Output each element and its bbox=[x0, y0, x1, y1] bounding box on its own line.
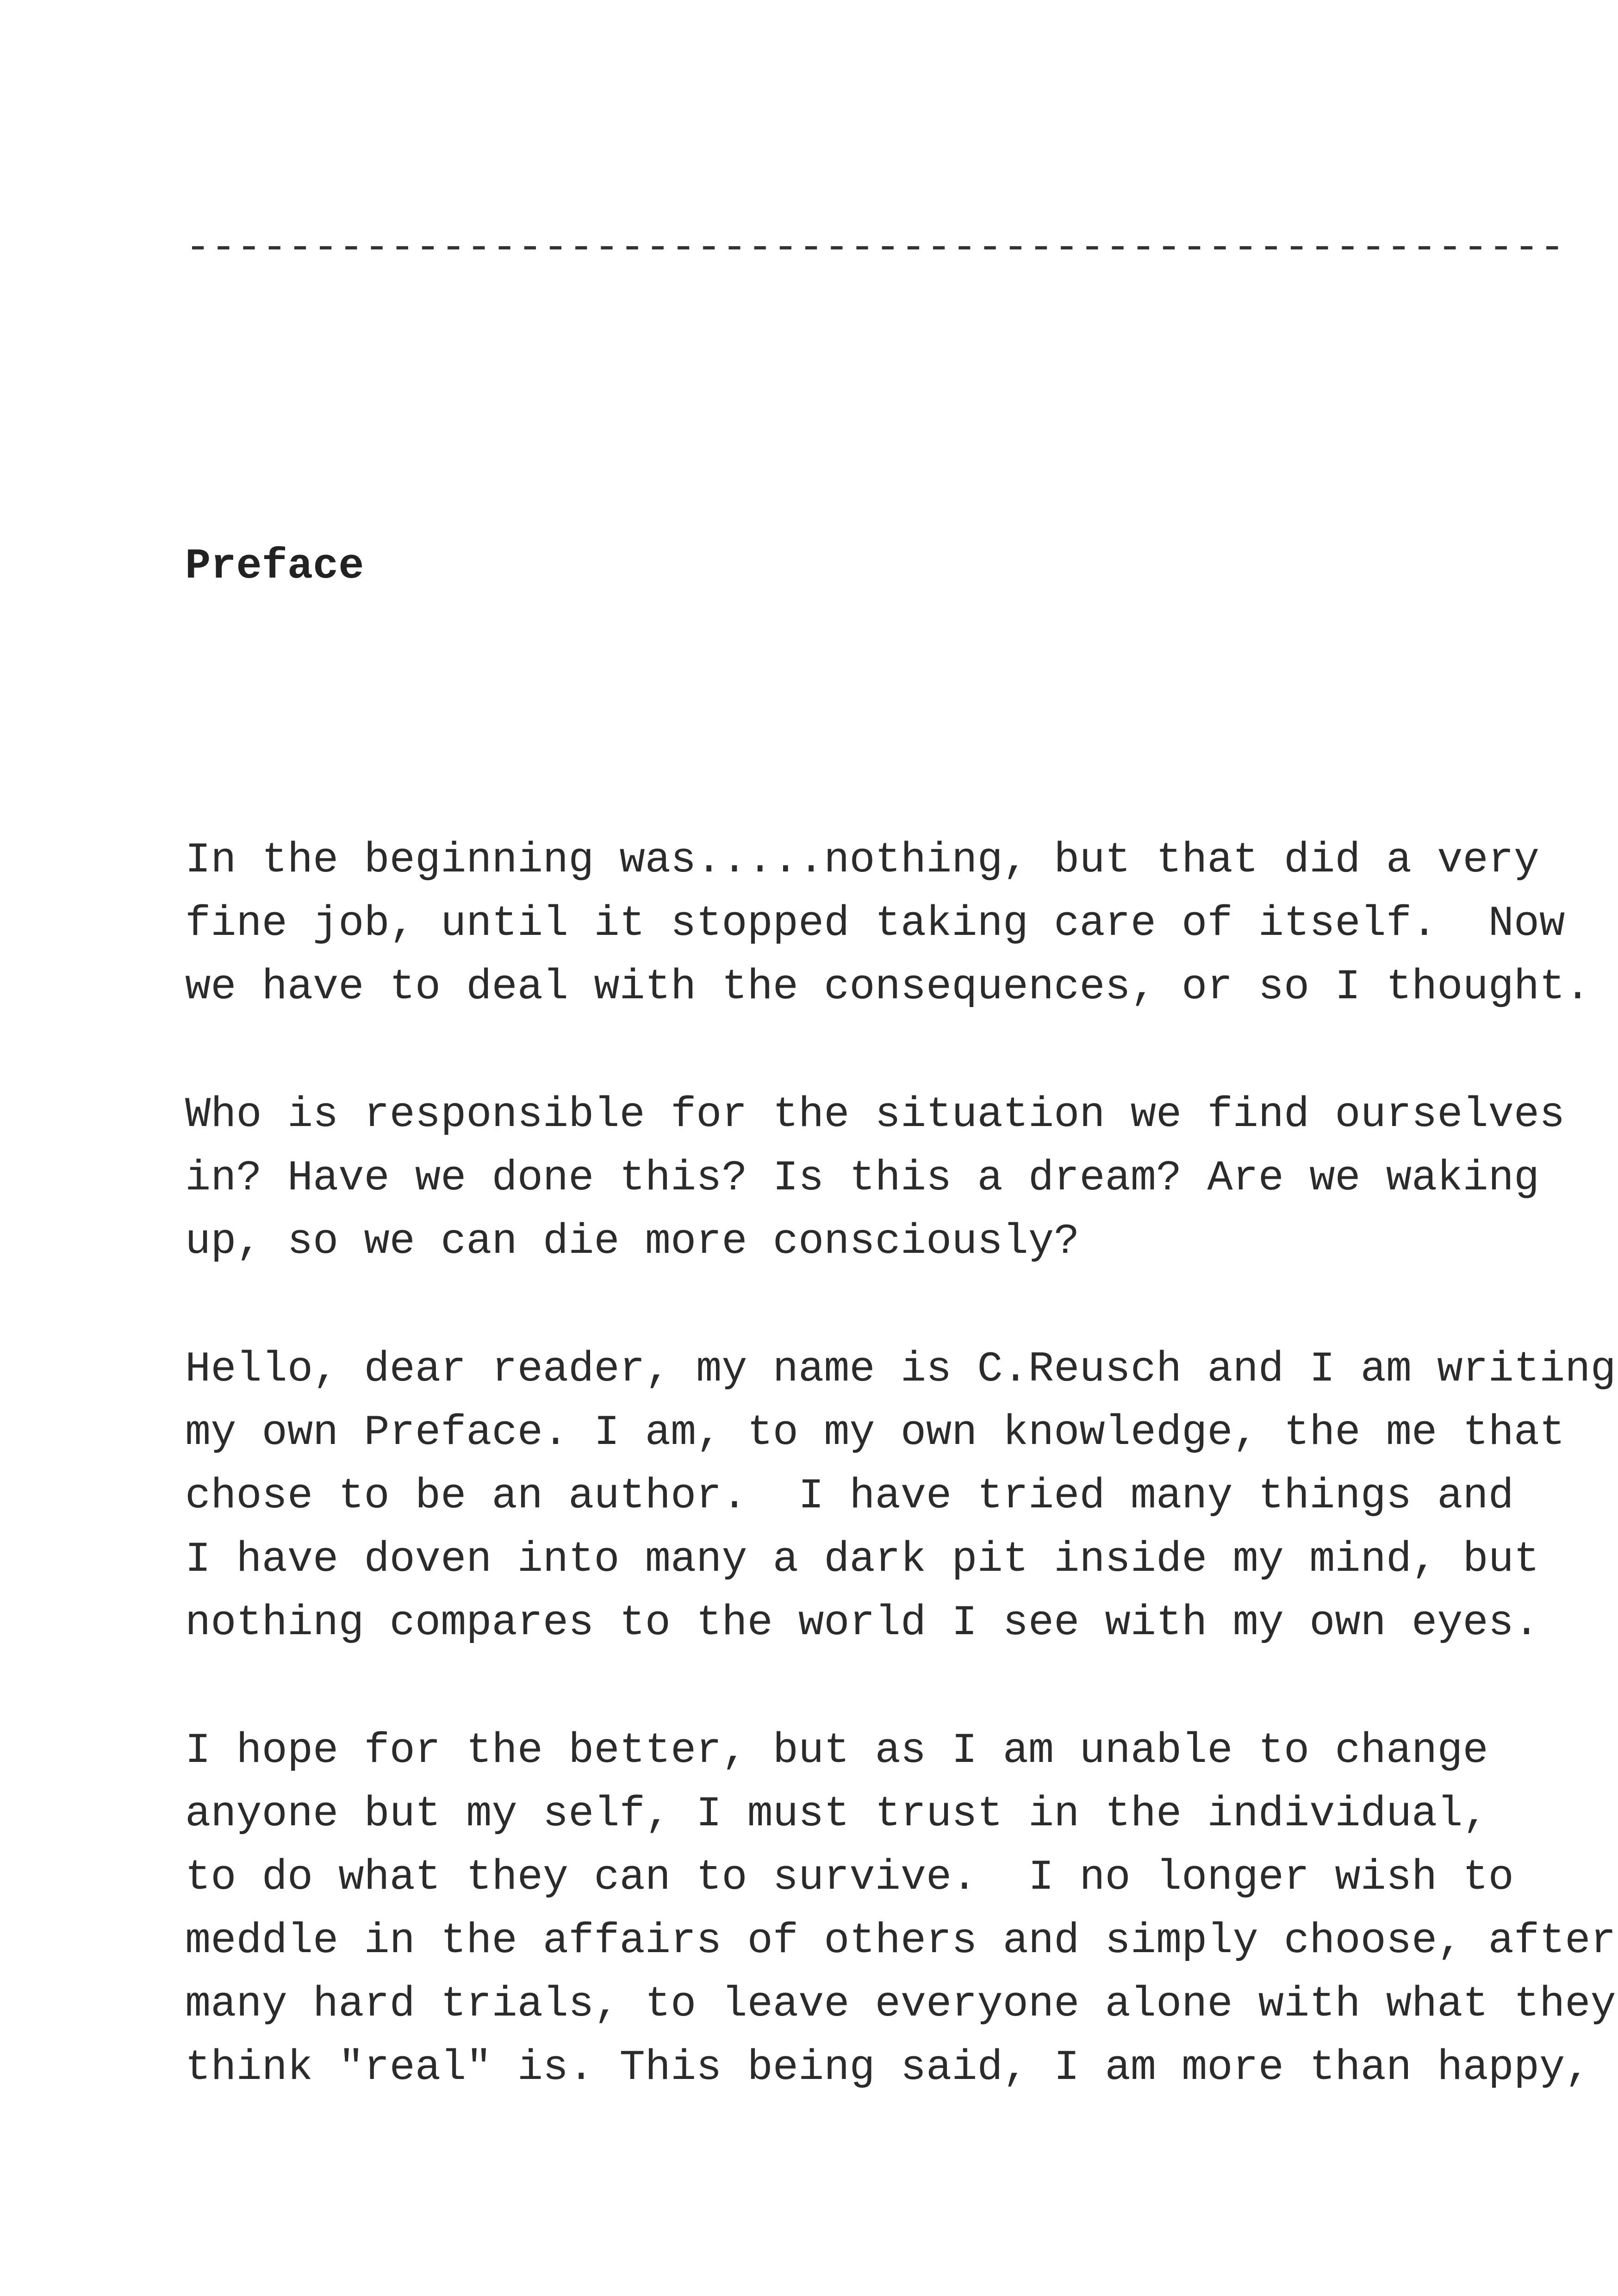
text-line: my own Preface. I am, to my own knowledge, the me that bbox=[185, 1408, 1565, 1457]
text-line: we have to deal with the consequences, or so I thought. bbox=[185, 963, 1591, 1011]
text-line: nothing compares to the world I see with my own eyes. bbox=[185, 1599, 1540, 1647]
text-line: chose to be an author. I have tried many things and bbox=[185, 1472, 1514, 1520]
text-line: Hello, dear reader, my name is C.Reusch and I am writing bbox=[185, 1345, 1616, 1394]
horizontal-rule: ------------------------------------------------------ bbox=[185, 224, 1565, 272]
paragraph bbox=[185, 828, 1591, 1019]
paragraph bbox=[185, 1719, 1616, 2099]
body-text bbox=[185, 828, 1616, 2164]
text-line: in? Have we done this? Is this a dream? Are we waking bbox=[185, 1154, 1540, 1202]
text-line: many hard trials, to leave everyone alone with what they bbox=[185, 1980, 1616, 2028]
text-line: meddle in the affairs of others and simply choose, after bbox=[185, 1916, 1616, 1965]
text-line: I have doven into many a dark pit inside my mind, but bbox=[185, 1535, 1540, 1584]
text-line: fine job, until it stopped taking care of itself. Now bbox=[185, 899, 1565, 948]
text-line: think "real" is. This being said, I am more than happy, bbox=[185, 2043, 1591, 2092]
text-line: anyone but my self, I must trust in the individual, bbox=[185, 1790, 1488, 1838]
text-line: In the beginning was.....nothing, but that did a very bbox=[185, 836, 1540, 884]
paragraph bbox=[185, 1338, 1616, 1655]
text-line: up, so we can die more consciously? bbox=[185, 1217, 1080, 1266]
text-line: Who is responsible for the situation we find ourselves bbox=[185, 1090, 1565, 1139]
text-line: to do what they can to survive. I no longer wish to bbox=[185, 1853, 1514, 1902]
text-line: I hope for the better, but as I am unable to change bbox=[185, 1726, 1488, 1775]
page-title: Preface bbox=[185, 542, 364, 591]
paragraph bbox=[185, 1083, 1565, 1273]
